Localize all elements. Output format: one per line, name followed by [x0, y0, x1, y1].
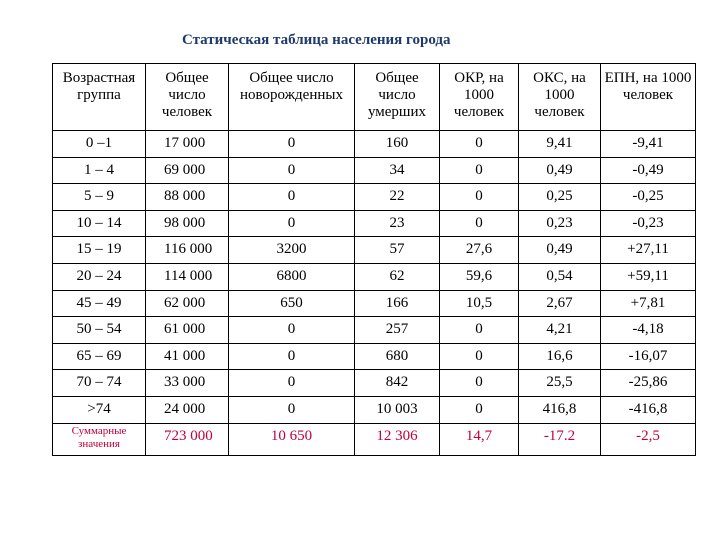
cell-total-population: 114 000: [146, 263, 229, 290]
cell-deaths: 34: [355, 157, 440, 184]
cell-age-group: 15 – 19: [53, 237, 146, 264]
table-row: [53, 157, 696, 184]
cell-age-group: 20 – 24: [53, 263, 146, 290]
cell-deaths: 160: [355, 131, 440, 158]
table-row: [53, 343, 696, 370]
cell-total-population: 41 000: [146, 343, 229, 370]
header-row: [53, 64, 696, 131]
cell-newborns: 0: [229, 184, 355, 211]
cell-deaths: 23: [355, 210, 440, 237]
table-row: [53, 317, 696, 344]
cell-deaths: 57: [355, 237, 440, 264]
cell-birth-rate: 0: [440, 210, 519, 237]
cell-birth-rate: 0: [440, 157, 519, 184]
cell-natural-growth: +59,11: [601, 263, 696, 290]
cell-birth-rate: 0: [440, 184, 519, 211]
table-row: [53, 237, 696, 264]
cell-total-population: 24 000: [146, 396, 229, 423]
cell-natural-growth: -0,25: [601, 184, 696, 211]
cell-newborns: 0: [229, 210, 355, 237]
cell-newborns: 6800: [229, 263, 355, 290]
cell-birth-rate: 0: [440, 396, 519, 423]
page-title: Статическая таблица населения города: [182, 32, 451, 48]
cell-natural-growth: -25,86: [601, 370, 696, 397]
summary-birth-rate: 14,7: [440, 423, 519, 455]
header-total-population: Общее число человек: [146, 64, 229, 131]
cell-age-group: 10 – 14: [53, 210, 146, 237]
cell-death-rate: 16,6: [519, 343, 601, 370]
cell-death-rate: 2,67: [519, 290, 601, 317]
cell-death-rate: 0,54: [519, 263, 601, 290]
summary-death-rate: -17.2: [519, 423, 601, 455]
cell-deaths: 10 003: [355, 396, 440, 423]
summary-total-population: 723 000: [146, 423, 229, 455]
header-birth-rate: ОКР, на 1000 человек: [440, 64, 519, 131]
header-newborns: Общее число новорожденных: [229, 64, 355, 131]
cell-age-group: 65 – 69: [53, 343, 146, 370]
cell-newborns: 0: [229, 370, 355, 397]
cell-natural-growth: -416,8: [601, 396, 696, 423]
cell-death-rate: 0,49: [519, 157, 601, 184]
cell-total-population: 69 000: [146, 157, 229, 184]
cell-birth-rate: 0: [440, 317, 519, 344]
cell-age-group: 50 – 54: [53, 317, 146, 344]
cell-newborns: 0: [229, 131, 355, 158]
header-age-group: Возрастная группа: [53, 64, 146, 131]
header-death-rate: ОКС, на 1000 человек: [519, 64, 601, 131]
cell-newborns: 650: [229, 290, 355, 317]
population-table: [52, 63, 696, 456]
cell-age-group: 5 – 9: [53, 184, 146, 211]
cell-birth-rate: 0: [440, 343, 519, 370]
cell-total-population: 33 000: [146, 370, 229, 397]
cell-death-rate: 9,41: [519, 131, 601, 158]
cell-deaths: 257: [355, 317, 440, 344]
cell-total-population: 98 000: [146, 210, 229, 237]
header-deaths: Общее число умерших: [355, 64, 440, 131]
cell-deaths: 22: [355, 184, 440, 211]
cell-death-rate: 0,23: [519, 210, 601, 237]
cell-death-rate: 4,21: [519, 317, 601, 344]
table-row: [53, 370, 696, 397]
cell-natural-growth: -16,07: [601, 343, 696, 370]
summary-newborns: 10 650: [229, 423, 355, 455]
cell-total-population: 62 000: [146, 290, 229, 317]
cell-total-population: 61 000: [146, 317, 229, 344]
cell-age-group: 70 – 74: [53, 370, 146, 397]
cell-newborns: 0: [229, 343, 355, 370]
cell-birth-rate: 0: [440, 370, 519, 397]
cell-total-population: 17 000: [146, 131, 229, 158]
cell-age-group: 45 – 49: [53, 290, 146, 317]
cell-deaths: 842: [355, 370, 440, 397]
cell-age-group: 0 –1: [53, 131, 146, 158]
cell-newborns: 0: [229, 157, 355, 184]
cell-newborns: 3200: [229, 237, 355, 264]
cell-natural-growth: +27,11: [601, 237, 696, 264]
cell-total-population: 88 000: [146, 184, 229, 211]
table-row: [53, 210, 696, 237]
cell-deaths: 62: [355, 263, 440, 290]
summary-label: Суммарные значения: [53, 423, 146, 455]
cell-death-rate: 0,49: [519, 237, 601, 264]
table-row: [53, 184, 696, 211]
cell-death-rate: 25,5: [519, 370, 601, 397]
cell-death-rate: 0,25: [519, 184, 601, 211]
cell-newborns: 0: [229, 396, 355, 423]
cell-natural-growth: +7,81: [601, 290, 696, 317]
cell-birth-rate: 27,6: [440, 237, 519, 264]
cell-newborns: 0: [229, 317, 355, 344]
table-row: [53, 396, 696, 423]
cell-age-group: >74: [53, 396, 146, 423]
summary-row: [53, 423, 696, 455]
cell-total-population: 116 000: [146, 237, 229, 264]
cell-age-group: 1 – 4: [53, 157, 146, 184]
summary-natural-growth: -2,5: [601, 423, 696, 455]
cell-birth-rate: 0: [440, 131, 519, 158]
header-natural-growth: ЕПН, на 1000 человек: [601, 64, 696, 131]
cell-death-rate: 416,8: [519, 396, 601, 423]
cell-birth-rate: 59,6: [440, 263, 519, 290]
table-row: [53, 263, 696, 290]
summary-deaths: 12 306: [355, 423, 440, 455]
cell-deaths: 166: [355, 290, 440, 317]
cell-natural-growth: -9,41: [601, 131, 696, 158]
cell-natural-growth: -0,23: [601, 210, 696, 237]
cell-deaths: 680: [355, 343, 440, 370]
cell-birth-rate: 10,5: [440, 290, 519, 317]
table-row: [53, 131, 696, 158]
cell-natural-growth: -0,49: [601, 157, 696, 184]
cell-natural-growth: -4,18: [601, 317, 696, 344]
table-row: [53, 290, 696, 317]
